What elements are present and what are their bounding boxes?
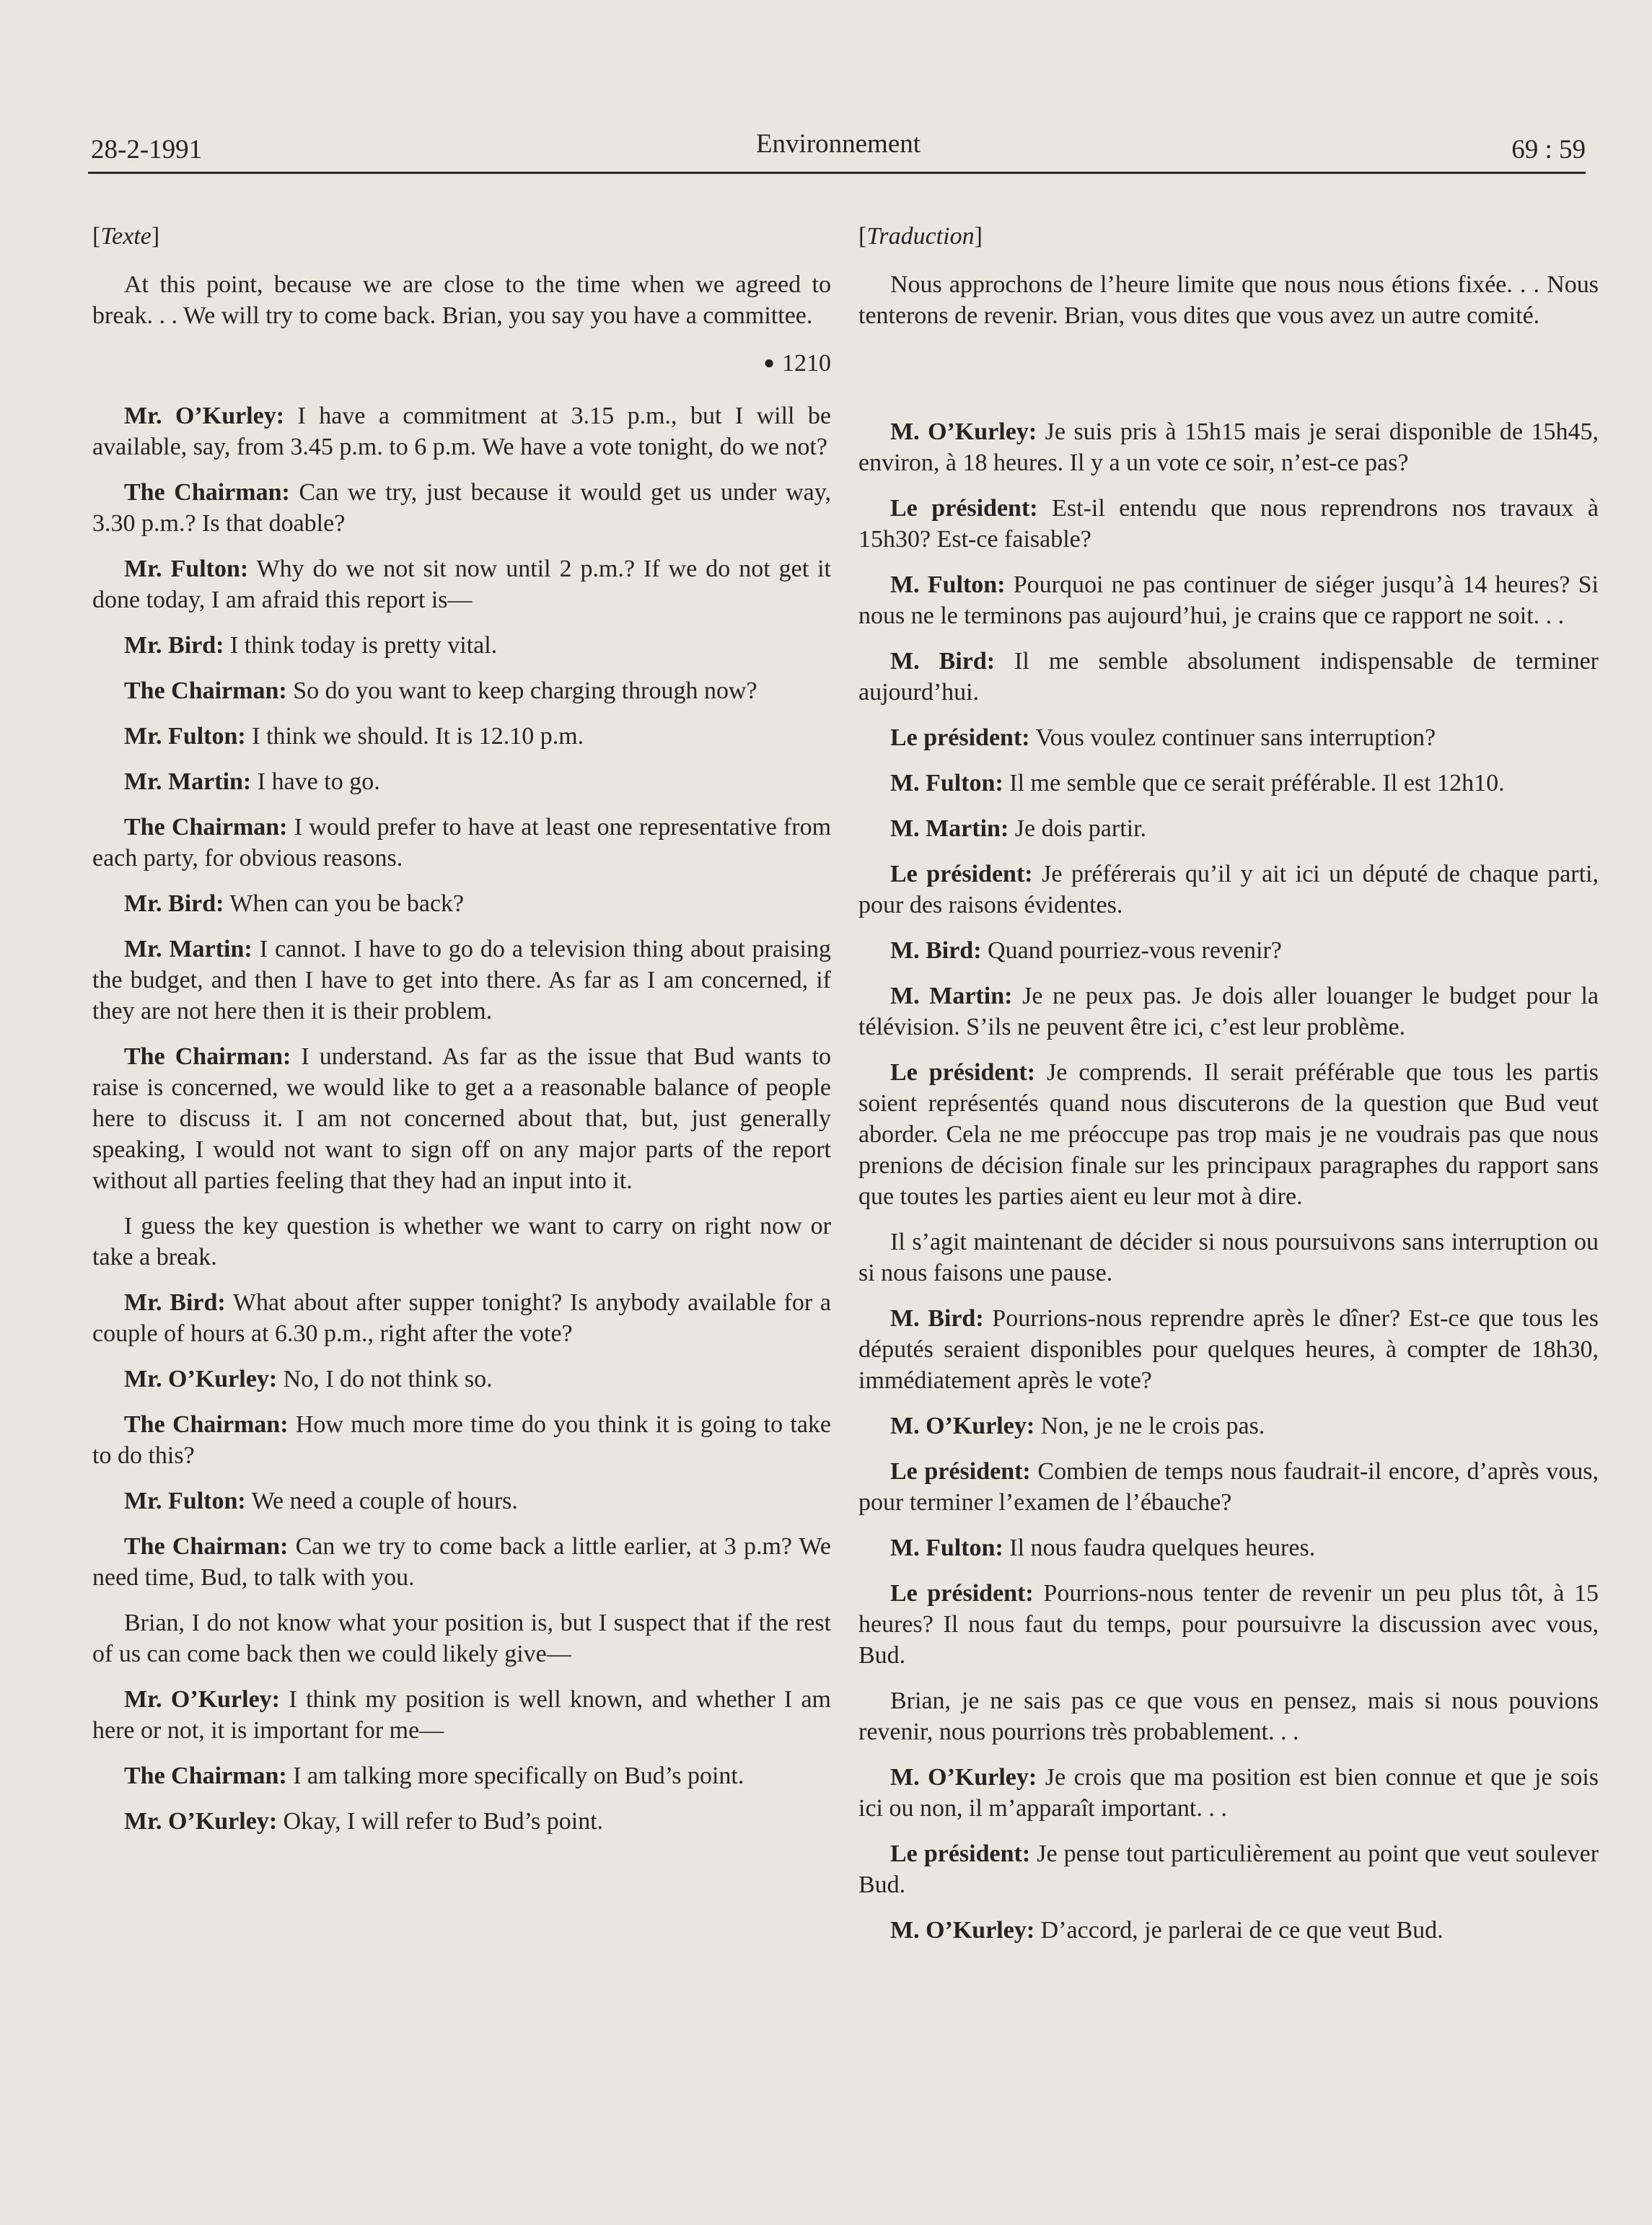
speaker-name: Mr. O’Kurley:: [124, 1366, 278, 1392]
speech-text: Il nous faudra quelques heures.: [1009, 1535, 1316, 1561]
transcript-paragraph: [858, 980, 1599, 1043]
speech-text: I think we should. It is 12.10 p.m.: [252, 723, 584, 750]
transcript-paragraph: [858, 722, 1599, 753]
speech-text: I would prefer to have at least one representative from each party, for obvious reasons.: [92, 814, 832, 872]
speech-text: Brian, I do not know what your position is, but I suspect that if the rest of us can come back then we could likely give—: [92, 1610, 831, 1667]
transcript-paragraph: [92, 812, 831, 874]
speaker-name: Mr. Bird:: [124, 890, 224, 917]
speech-text: Pourrions-nous tenter de revenir un peu plus tôt, à 15 heures? Il nous faut du temps, pour poursuivre la discussion avec vous, Bud.: [858, 1580, 1599, 1669]
speech-text: Il s’agit maintenant de décider si nous poursuivons sans interruption ou si nous faisons une pause.: [858, 1229, 1599, 1286]
transcript-paragraph: [92, 477, 831, 539]
transcript-paragraph: [858, 813, 1599, 844]
speaker-name: The Chairman:: [124, 1533, 289, 1560]
speaker-name: The Chairman:: [124, 1411, 289, 1438]
speaker-name: M. O’Kurley:: [890, 1917, 1035, 1944]
english-column: [92, 221, 831, 1851]
speech-text: Il me semble que ce serait préférable. Il est 12h10.: [1009, 770, 1505, 796]
transcript-paragraph: [92, 934, 831, 1027]
speech-text: Pourquoi ne pas continuer de siéger jusqu’à 14 heures? Si nous ne le terminons pas aujourd’hui, je crains que ce rapport ne soit. . .: [858, 571, 1599, 629]
speech-text: No, I do not think so.: [283, 1366, 493, 1392]
speaker-name: Mr. Bird:: [124, 1289, 226, 1316]
speaker-name: Le président:: [890, 495, 1038, 522]
speech-text: Je ne peux pas. Je dois aller louanger le budget pour la télévision. S’ils ne peuvent être ici, c’est leur problème.: [858, 983, 1599, 1040]
french-transcript: [858, 416, 1599, 1946]
speaker-name: Le président:: [890, 1840, 1031, 1867]
speech-text: Je comprends. Il serait préférable que tous les partis soient représentés quand nous discuterons de la question que Bud veut aborder. Cela ne me préoccupe pas trop mais je ne voudrais pas que nous prenions de décision finale sur les principaux paragraphes du rapport sans que toutes les parties aient eu leur mot à dire.: [858, 1059, 1599, 1210]
transcript-paragraph: [92, 630, 831, 661]
speaker-name: Le président:: [890, 1580, 1034, 1607]
speaker-name: M. Fulton:: [890, 770, 1003, 796]
transcript-paragraph: [92, 1409, 831, 1471]
language-tag: [ Texte ]: [92, 221, 831, 252]
speaker-name: Le président:: [890, 1059, 1036, 1086]
header-page-number: 69 : 59: [1511, 135, 1586, 164]
transcript-paragraph: [92, 1531, 831, 1593]
speech-text: I cannot. I have to go do a television thing about praising the budget, and then I have to get into there. As far as I am concerned, if they are not here then it is their problem.: [92, 936, 831, 1024]
transcript-paragraph: [858, 1915, 1599, 1946]
speech-text: Pourrions-nous reprendre après le dîner? Est-ce que tous les députés seraient disponibles pour quelques heures, à compter de 18h30, immédiatement après le vote?: [858, 1305, 1599, 1394]
speech-text: We need a couple of hours.: [251, 1488, 518, 1514]
speech-text: Quand pourriez-vous revenir?: [988, 937, 1282, 964]
transcript-paragraph: [92, 721, 831, 752]
transcript-paragraph: [858, 646, 1599, 708]
transcript-paragraph: [92, 1806, 831, 1837]
speaker-name: Le président:: [890, 1458, 1031, 1485]
running-header: [91, 129, 1586, 175]
speaker-name: M. Fulton:: [890, 571, 1006, 598]
speaker-name: M. Martin:: [890, 815, 1009, 842]
transcript-paragraph: [858, 1410, 1599, 1441]
header-title: Environnement: [755, 129, 921, 159]
speech-text: Can we try, just because it would get us under way, 3.30 p.m.? Is that doable?: [92, 479, 832, 537]
speech-text: Can we try to come back a little earlier, at 3 p.m? We need time, Bud, to talk with you.: [92, 1533, 832, 1591]
transcript-paragraph: [858, 1532, 1599, 1563]
transcript-paragraph: [92, 1485, 831, 1517]
speech-text: Je crois que ma position est bien connue et que je sois ici ou non, il m’apparaît important. . .: [858, 1764, 1599, 1822]
speech-text: Je suis pris à 15h15 mais je serai disponible de 15h45, environ, à 18 heures. Il y a un vote ce soir, n’est-ce pas?: [858, 418, 1599, 476]
speaker-name: The Chairman:: [124, 814, 288, 841]
transcript-paragraph: [92, 888, 831, 919]
speaker-name: M. Bird:: [890, 1305, 984, 1332]
speaker-name: M. O’Kurley:: [890, 1413, 1035, 1439]
transcript-paragraph: [92, 553, 831, 615]
speech-text: Non, je ne le crois pas.: [1040, 1413, 1265, 1439]
speech-text: Je préférerais qu’il y ait ici un député de chaque parti, pour des raisons évidentes.: [858, 861, 1599, 918]
speaker-name: The Chairman:: [124, 677, 287, 704]
transcript-paragraph: [858, 1578, 1599, 1671]
speaker-name: M. Bird:: [890, 648, 996, 675]
speech-text: When can you be back?: [229, 890, 465, 917]
speaker-name: Mr. O’Kurley:: [124, 1808, 278, 1835]
transcript-paragraph: [858, 935, 1599, 966]
speech-text: I have a commitment at 3.15 p.m., but I will be available, say, from 3.45 p.m. to 6 p.m. We have a vote tonight, do we not?: [92, 403, 832, 460]
speaker-name: M. Martin:: [890, 983, 1013, 1009]
speaker-name: M. Fulton:: [890, 1535, 1003, 1561]
transcript-paragraph: [92, 1607, 831, 1669]
speech-text: Brian, je ne sais pas ce que vous en pensez, mais si nous pouvions revenir, nous pourrions très probablement. . .: [858, 1688, 1599, 1745]
english-transcript: [92, 400, 831, 1837]
speaker-name: The Chairman:: [124, 1043, 291, 1070]
header-date: 28-2-1991: [91, 135, 203, 164]
speech-text: I guess the key question is whether we want to carry on right now or take a break.: [92, 1213, 831, 1271]
transcript-paragraph: [92, 1684, 831, 1746]
speaker-name: Mr. O’Kurley:: [124, 403, 285, 429]
transcript-paragraph: [858, 1226, 1599, 1289]
speech-text: What about after supper tonight? Is anybody available for a couple of hours at 6.30 p.m., right after the vote?: [92, 1289, 831, 1347]
speaker-name: The Chairman:: [124, 1763, 287, 1789]
intro-paragraph: At this point, because we are close to the time when we agreed to break. . . We will try to come back. Brian, you say you have a committee.: [92, 271, 831, 329]
transcript-paragraph: [858, 1303, 1599, 1396]
transcript-paragraph: [858, 1838, 1599, 1900]
speaker-name: The Chairman:: [124, 479, 290, 506]
speaker-name: M. O’Kurley:: [890, 1764, 1037, 1791]
transcript-paragraph: [858, 416, 1599, 478]
speaker-name: Mr. Fulton:: [124, 1488, 246, 1514]
speech-text: Vous voulez continuer sans interruption?: [1035, 724, 1436, 751]
speaker-name: Mr. Fulton:: [124, 723, 246, 750]
speech-text: I have to go.: [257, 768, 380, 795]
speech-text: Est-il entendu que nous reprendrons nos travaux à 15h30? Est-ce faisable?: [858, 495, 1599, 553]
speech-text: I am talking more specifically on Bud’s point.: [293, 1763, 744, 1789]
transcript-paragraph: [858, 768, 1599, 799]
speaker-name: Mr. Martin:: [124, 768, 252, 795]
transcript-paragraph: [92, 1364, 831, 1395]
speech-text: I understand. As far as the issue that Bud wants to raise is concerned, we would like to get a a reasonable balance of people here to discuss it. I am not concerned about that, but, just generally speaking, I would not want to sign off on any major parts of the report without all parties feeling that they had an input into it.: [92, 1043, 832, 1194]
speaker-name: Mr. Martin:: [124, 936, 252, 962]
speech-text: So do you want to keep charging through now?: [293, 677, 757, 704]
speech-text: Je pense tout particulièrement au point que veut soulever Bud.: [858, 1840, 1599, 1898]
speech-text: How much more time do you think it is going to take to do this?: [92, 1411, 831, 1469]
time-marker: [92, 347, 831, 379]
speaker-name: Le président:: [890, 861, 1033, 887]
speaker-name: Mr. Bird:: [124, 632, 224, 659]
speaker-name: M. O’Kurley:: [890, 418, 1037, 445]
speaker-name: Le président:: [890, 724, 1030, 751]
header-rule: [88, 172, 1586, 174]
speech-text: Why do we not sit now until 2 p.m.? If we do not get it done today, I am afraid this report is—: [92, 556, 831, 613]
speech-text: I think my position is well known, and whether I am here or not, it is important for me—: [92, 1686, 832, 1744]
transcript-paragraph: [92, 1211, 831, 1273]
transcript-paragraph: [92, 1760, 831, 1791]
transcript-paragraph: [858, 1685, 1599, 1747]
intro-paragraph: Nous approchons de l’heure limite que nous nous étions fixée. . . Nous tenterons de revenir. Brian, vous dites que vous avez un autre comité.: [858, 271, 1599, 329]
transcript-paragraph: [92, 1041, 831, 1196]
transcript-paragraph: [92, 766, 831, 797]
transcript-paragraph: [92, 400, 831, 462]
bullet-icon: ●: [763, 352, 775, 373]
transcript-paragraph: [858, 1456, 1599, 1518]
transcript-paragraph: [858, 569, 1599, 631]
speaker-name: Mr. O’Kurley:: [124, 1686, 281, 1713]
transcript-paragraph: [92, 1287, 831, 1349]
speech-text: Je dois partir.: [1014, 815, 1147, 842]
transcript-paragraph: [858, 859, 1599, 921]
transcript-paragraph: [858, 493, 1599, 555]
french-column: [858, 221, 1599, 1960]
speech-text: Okay, I will refer to Bud’s point.: [283, 1808, 604, 1835]
speaker-name: M. Bird:: [890, 937, 982, 964]
transcript-paragraph: [858, 1762, 1599, 1824]
language-tag: [ Traduction ]: [858, 221, 1599, 252]
speaker-name: Mr. Fulton:: [124, 556, 249, 582]
speech-text: I think today is pretty vital.: [230, 632, 498, 659]
time-marker-value: 1210: [782, 350, 831, 377]
transcript-paragraph: [92, 675, 831, 706]
speech-text: D’accord, je parlerai de ce que veut Bud.: [1040, 1917, 1444, 1944]
speech-text: Combien de temps nous faudrait-il encore, d’après vous, pour terminer l’examen de l’ébauche?: [858, 1458, 1599, 1516]
speech-text: Il me semble absolument indispensable de terminer aujourd’hui.: [858, 648, 1599, 706]
transcript-paragraph: [858, 1057, 1599, 1212]
